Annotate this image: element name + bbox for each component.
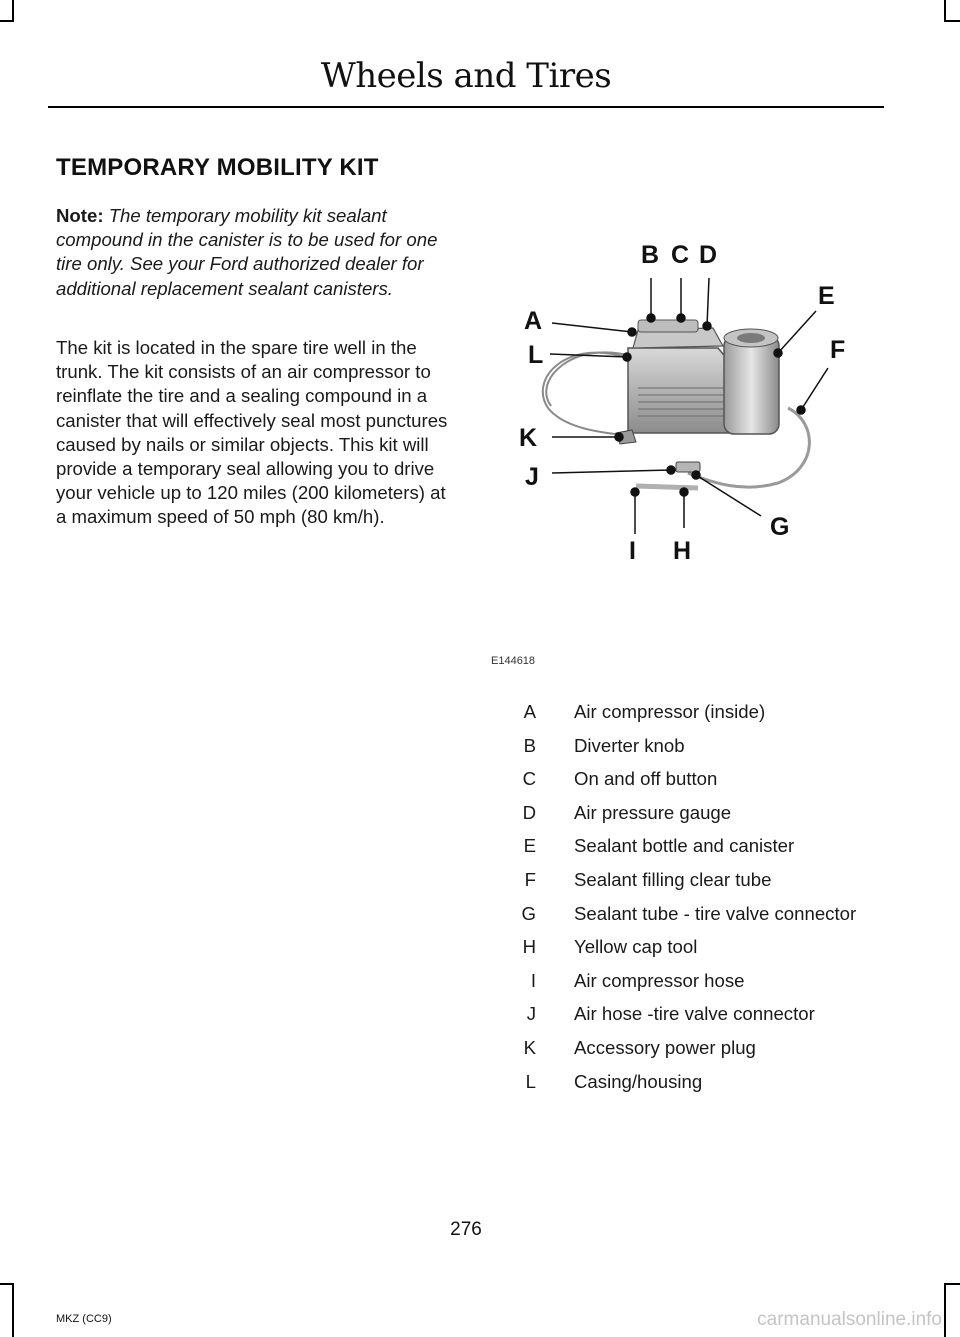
crop-mark [12, 1283, 14, 1337]
callout-c: C [671, 241, 690, 269]
legend-desc: Air hose -tire valve connector [574, 1003, 815, 1025]
callout-h: H [673, 537, 692, 565]
legend-row [500, 834, 900, 858]
legend-desc: On and off button [574, 768, 718, 790]
model-code: MKZ (CC9) [56, 1313, 112, 1325]
callout-g: G [770, 513, 790, 541]
callout-i: I [629, 537, 636, 565]
page-number: 276 [450, 1219, 482, 1240]
legend-key: B [523, 734, 536, 756]
note-text: The temporary mobility kit sealant compound in the canister is to be used for one tire only. See your Ford authorized dealer for additional replacement sealant canisters. [56, 205, 438, 299]
callout-a: A [524, 307, 543, 335]
legend-key: D [522, 801, 536, 823]
legend-row [500, 767, 900, 791]
legend-desc: Casing/housing [574, 1070, 703, 1092]
crop-mark [944, 1283, 946, 1337]
callout-e: E [818, 282, 835, 310]
callout-j: J [525, 463, 539, 491]
crop-mark [0, 20, 14, 22]
crop-mark [0, 1283, 14, 1285]
callout-b: B [641, 241, 660, 269]
legend-key: F [524, 868, 536, 890]
figure-legend [500, 700, 900, 1103]
legend-row [500, 1002, 900, 1026]
legend-key: H [522, 936, 536, 958]
legend-desc: Sealant bottle and canister [574, 835, 795, 857]
legend-key: C [522, 768, 536, 790]
legend-desc: Air compressor (inside) [574, 701, 766, 722]
legend-row [500, 868, 900, 892]
watermark: carmanualsonline.info [757, 1309, 942, 1330]
legend-desc: Sealant filling clear tube [574, 868, 772, 890]
legend-key: G [521, 902, 536, 924]
legend-key: K [523, 1036, 536, 1058]
legend-row [500, 969, 900, 993]
crop-mark [12, 0, 14, 22]
legend-row [500, 1070, 900, 1094]
crop-mark [944, 0, 946, 22]
body-paragraph: The kit is located in the spare tire well in the trunk. The kit consists of an air compressor to reinflate the tire and a sealing compound in a canister that will effectively seal most punctures caused by nails or similar objects. This kit will provide a temporary seal allowing you to drive your vehicle up to 120 miles (200 kilometers) at a maximum speed of 50 mph (80 km/h). [56, 337, 448, 528]
crop-mark [946, 1283, 960, 1285]
page-header-title: Wheels and Tires [320, 56, 612, 96]
legend-desc: Sealant tube - tire valve connector [574, 902, 857, 924]
mobility-kit-figure [488, 228, 888, 668]
legend-row [500, 734, 900, 758]
figure-code: E144618 [491, 655, 536, 667]
crop-mark [946, 20, 960, 22]
legend-row [500, 902, 900, 926]
legend-desc: Accessory power plug [574, 1036, 756, 1058]
legend-desc: Yellow cap tool [574, 936, 698, 958]
legend-key: L [525, 1070, 536, 1092]
legend-desc: Air compressor hose [574, 969, 745, 991]
section-title: TEMPORARY MOBILITY KIT [56, 154, 379, 181]
compressor-body-illustration [628, 320, 779, 434]
note-paragraph [56, 204, 448, 301]
legend-key: E [523, 835, 536, 857]
callout-f: F [830, 336, 846, 364]
callout-d: D [699, 241, 718, 269]
legend-desc: Diverter knob [574, 734, 685, 756]
callout-l: L [528, 341, 544, 369]
legend-key: J [526, 1003, 536, 1025]
air-hose-illustration [543, 352, 631, 436]
legend-row [500, 801, 900, 825]
legend-key: I [530, 969, 536, 991]
legend-row [500, 935, 900, 959]
callout-k: K [519, 424, 538, 452]
note-label: Note: [56, 205, 104, 226]
header-rule [48, 106, 884, 108]
legend-row [500, 1036, 900, 1060]
legend-desc: Air pressure gauge [574, 801, 732, 823]
legend-row [500, 700, 900, 724]
legend-key: A [523, 701, 536, 722]
